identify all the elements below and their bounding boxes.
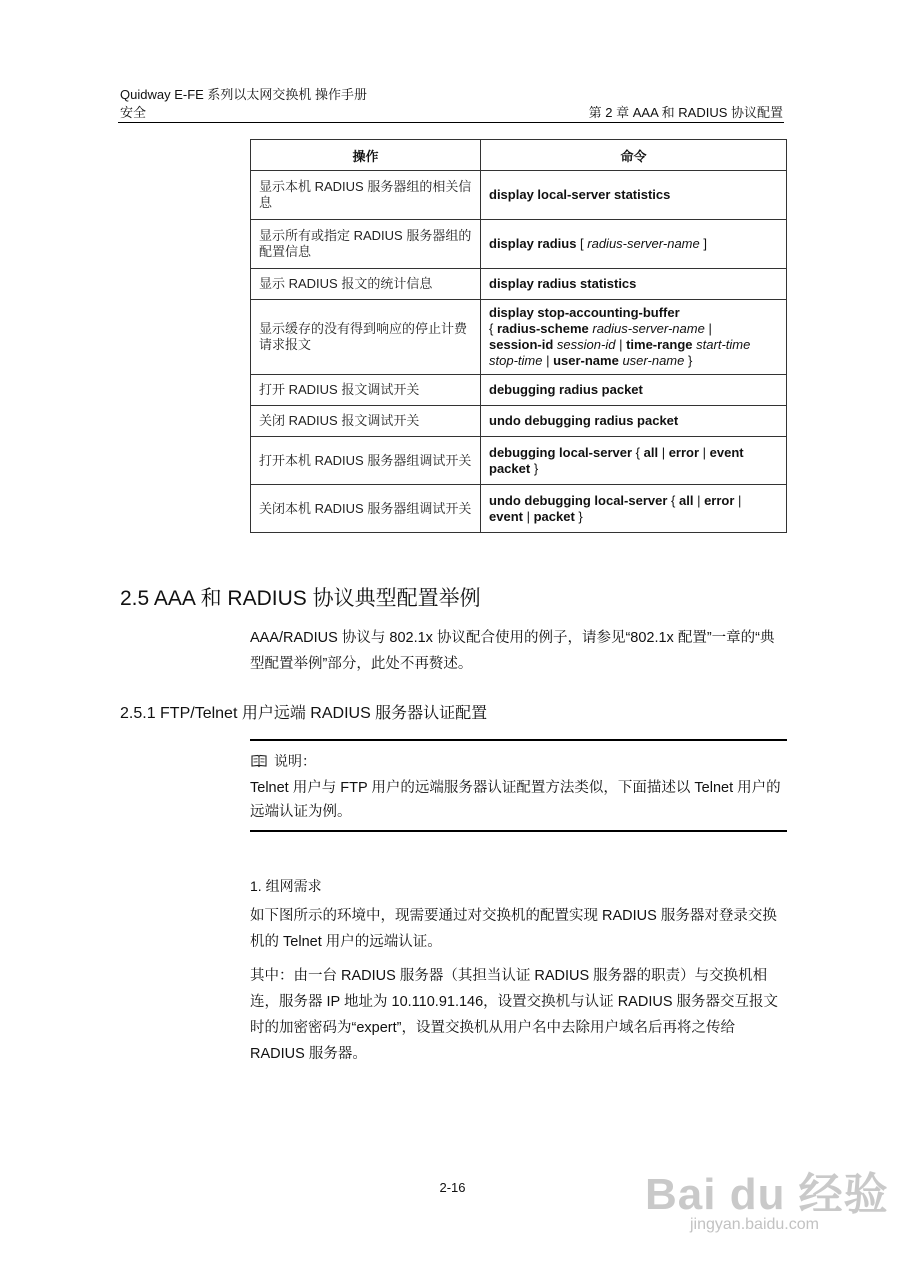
column-header-command: 命令 [481,140,787,171]
table-row [251,220,787,269]
command-cell: undo debugging radius packet [481,406,787,437]
command-cell: display radius statistics [481,269,787,300]
section-label: 安全 [120,105,147,120]
section-paragraph: AAA/RADIUS 协议与 802.1x 协议配合使用的例子，请参见“802.1x 配置”一章的“典型配置举例”部分，此处不再赘述。 [250,630,775,672]
requirement-paragraph-1: 如下图所示的环境中，现需要通过对交换机的配置实现 RADIUS 服务器对登录交换机的 Telnet 用户的远端认证。 [250,908,777,950]
table-row [251,406,787,437]
command-cell: display stop-accounting-buffer { radius-scheme radius-server-name | session-id session-id | time-range start-time stop-time | user-name user-name } [481,300,787,375]
command-cell: display radius [ radius-server-name ] [481,220,787,269]
requirement-paragraph-2: 其中：由一台 RADIUS 服务器（其担当认证 RADIUS 服务器的职责）与交换机相连，服务器 IP 地址为 10.110.91.146，设置交换机与认证 RADIUS 服务器交互报文时的加密密码为“expert”，设置交换机从用户名中去除用户域名后再将之传给 RADIUS 服务器。 [250,968,779,1062]
table-row [251,300,787,375]
operation-cell: 打开本机 RADIUS 服务器组调试开关 [251,437,481,485]
page-number: 2-16 [439,1180,466,1195]
command-cell: display local-server statistics [481,171,787,220]
note-label: 说明： [274,753,316,769]
command-cell: debugging radius packet [481,375,787,406]
operation-cell: 关闭本机 RADIUS 服务器组调试开关 [251,485,481,533]
book-title: Quidway E-FE 系列以太网交换机 操作手册 [120,87,368,102]
command-cell: debugging local-server { all | error | event packet } [481,437,787,485]
table-header-row [251,140,787,171]
chapter-label: 第 2 章 AAA 和 RADIUS 协议配置 [588,105,783,120]
table-row [251,375,787,406]
header-rule [118,122,784,123]
operation-cell: 显示所有或指定 RADIUS 服务器组的配置信息 [251,220,481,269]
operation-cell: 显示缓存的没有得到响应的停止计费请求报文 [251,300,481,375]
operation-cell: 显示 RADIUS 报文的统计信息 [251,269,481,300]
column-header-operation: 操作 [251,140,481,171]
operation-cell: 显示本机 RADIUS 服务器组的相关信息 [251,171,481,220]
section-heading: 2.5 AAA 和 RADIUS 协议典型配置举例 [120,587,481,610]
table-row [251,485,787,533]
table-row [251,269,787,300]
watermark-url: jingyan.baidu.com [690,1216,819,1233]
note-bottom-rule [250,830,787,832]
book-icon [251,754,267,768]
baidu-watermark: Bai du 经验 [645,1170,889,1219]
table-row [251,171,787,220]
command-cell: undo debugging local-server { all | error | event | packet } [481,485,787,533]
operation-cell: 关闭 RADIUS 报文调试开关 [251,406,481,437]
note-header [251,751,316,771]
requirement-heading: 1. 组网需求 [250,878,322,894]
table-row [251,437,787,485]
note-text: Telnet 用户与 FTP 用户的远端服务器认证配置方法类似，下面描述以 Telnet 用户的远端认证为例。 [250,780,781,820]
command-table [250,139,787,533]
operation-cell: 打开 RADIUS 报文调试开关 [251,375,481,406]
note-top-rule [250,739,787,741]
subsection-heading: 2.5.1 FTP/Telnet 用户远端 RADIUS 服务器认证配置 [120,705,488,722]
